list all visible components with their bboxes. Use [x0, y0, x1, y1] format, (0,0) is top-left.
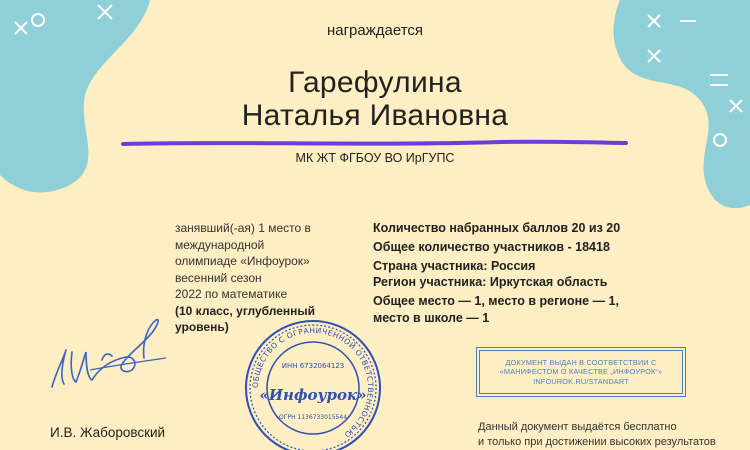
stamp-inn: ИНН 6732064123 [281, 362, 345, 370]
quality-notice-inner [479, 350, 683, 394]
notice-link[interactable]: INFOUROK.RU/STANDART [533, 376, 629, 386]
achievement-line-4: (10 класс, углубленный уровень) [175, 303, 316, 334]
place-line-1: Общее место — 1, место в регионе — 1, [373, 294, 619, 309]
signature-image [42, 312, 172, 392]
stamp-ogrn: ОГРН 1136733015544 [278, 414, 348, 421]
participants-line: Общее количество участников - 18418 [373, 239, 610, 254]
disclaimer-line-2: и только при достижении высоких результатов [478, 435, 716, 448]
awarded-label: награждается [326, 22, 424, 39]
place-line-2: место в школе — 1 [373, 310, 490, 325]
organization-stamp [243, 318, 383, 450]
notice-line-1: ДОКУМЕНТ ВЫДАН В СООТВЕТСТВИИ С [505, 357, 657, 367]
achievement-line-3: 2022 по математике [175, 287, 288, 301]
recipient-surname: Гарефулина [288, 66, 462, 99]
stamp-ring-text: ОБЩЕСТВО С ОГРАНИЧЕННОЙ ОТВЕТСТВЕННОСТЬЮ [250, 325, 376, 440]
stamp-brand: «Инфоурок» [259, 386, 367, 404]
recipient-given-names: Наталья Ивановна [241, 99, 509, 132]
disclaimer-line-1: Данный документ выдаётся бесплатно [478, 421, 677, 433]
disclaimer-text [478, 420, 748, 449]
name-underline [120, 137, 630, 149]
score-line: Количество набранных баллов 20 из 20 [373, 221, 621, 235]
country-line: Страна участника: Россия [373, 258, 536, 273]
stats-block [373, 220, 723, 327]
notice-line-2: «МАНИФЕСТОМ О КАЧЕСТВЕ „ИНФОУРОК“» [499, 367, 663, 377]
signer-name: И.В. Жаборовский [50, 425, 166, 440]
achievement-line-1: занявший(-ая) 1 место в международной [175, 221, 311, 252]
quality-notice-box [476, 347, 686, 397]
region-line: Регион участника: Иркутская область [373, 275, 608, 290]
achievement-line-2: олимпиаде «Инфоурок» весенний сезон [175, 254, 310, 285]
organization-name: МК ЖТ ФГБОУ ВО ИрГУПС [295, 151, 455, 165]
